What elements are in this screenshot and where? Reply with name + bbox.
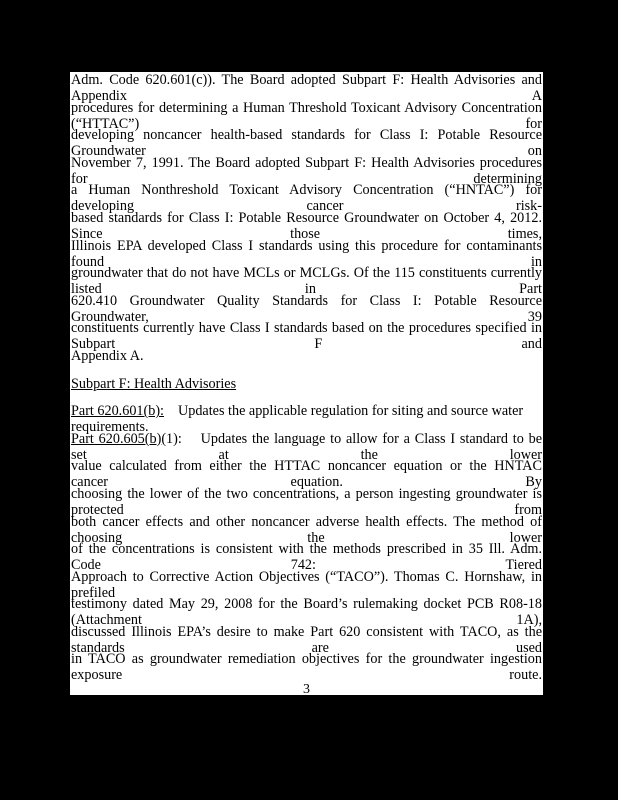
text-line: groundwater that do not have MCLs or MCLGs. Of the 115 constituents currently listed in Part <box>71 265 542 298</box>
item-label: Part 620.601(b): <box>71 403 164 420</box>
item-label-suffix: (1): <box>161 430 182 447</box>
text-line: 620.410 Groundwater Quality Standards for Class I: Potable Resource Groundwater, 39 <box>71 292 542 325</box>
item-part-620-601 <box>71 403 542 436</box>
text-line: discussed Illinois EPA’s desire to make Part 620 consistent with TACO, as the standards are used <box>71 623 542 656</box>
text-line: constituents currently have Class I standards based on the procedures specified in Subpart F and <box>71 320 542 353</box>
text-line: Adm. Code 620.601(c)). The Board adopted Subpart F: Health Advisories and Appendix A <box>71 72 542 104</box>
text-line: November 7, 1991. The Board adopted Subpart F: Health Advisories procedures for determining <box>71 154 542 187</box>
text-line: both cancer effects and other noncancer adverse health effects. The method of choosing the lower <box>71 513 542 546</box>
item-text: Updates the applicable regulation for siting and source water requirements. <box>71 403 524 436</box>
text-line: choosing the lower of the two concentrations, a person ingesting groundwater is protected from <box>71 485 542 518</box>
text-line: procedures for determining a Human Threshold Toxicant Advisory Concentration (“HTTAC”) for <box>71 99 542 132</box>
text-line: of the concentrations is consistent with the methods prescribed in 35 Ill. Adm. Code 742: Tiered <box>71 541 542 574</box>
section-heading <box>71 376 542 404</box>
text-line: developing noncancer health-based standards for Class I: Potable Resource Groundwater on <box>71 127 542 160</box>
item-label: Part 620.605(b) <box>71 430 162 447</box>
document-body <box>71 72 543 684</box>
document-page <box>70 72 543 695</box>
text-line: Appendix A. <box>71 347 144 364</box>
text-line: testimony dated May 29, 2008 for the Board’s rulemaking docket PCB R08-18 (Attachment 1A), <box>71 596 542 629</box>
section-heading-text: Subpart F: Health Advisories <box>71 375 237 392</box>
page-number: 3 <box>303 682 310 697</box>
text-line: a Human Nonthreshold Toxicant Advisory Concentration (“HNTAC”) for developing cancer risk- <box>71 182 542 215</box>
text-line: Approach to Corrective Action Objectives (“TACO”). Thomas C. Hornshaw, in prefiled <box>71 568 542 601</box>
item-text: Updates the language to allow for a Class I standard to be set at the lower <box>71 430 543 463</box>
text-line: value calculated from either the HTTAC noncancer equation or the HNTAC cancer equation. By <box>71 458 542 491</box>
text-line: based standards for Class I: Potable Resource Groundwater on October 4, 2012. Since those times, <box>71 209 542 242</box>
item-part-620-605 <box>71 430 543 463</box>
text-line: in TACO as groundwater remediation objectives for the groundwater ingestion exposure route. <box>71 651 542 684</box>
text-line: Illinois EPA developed Class I standards using this procedure for contaminants found in <box>71 237 542 270</box>
